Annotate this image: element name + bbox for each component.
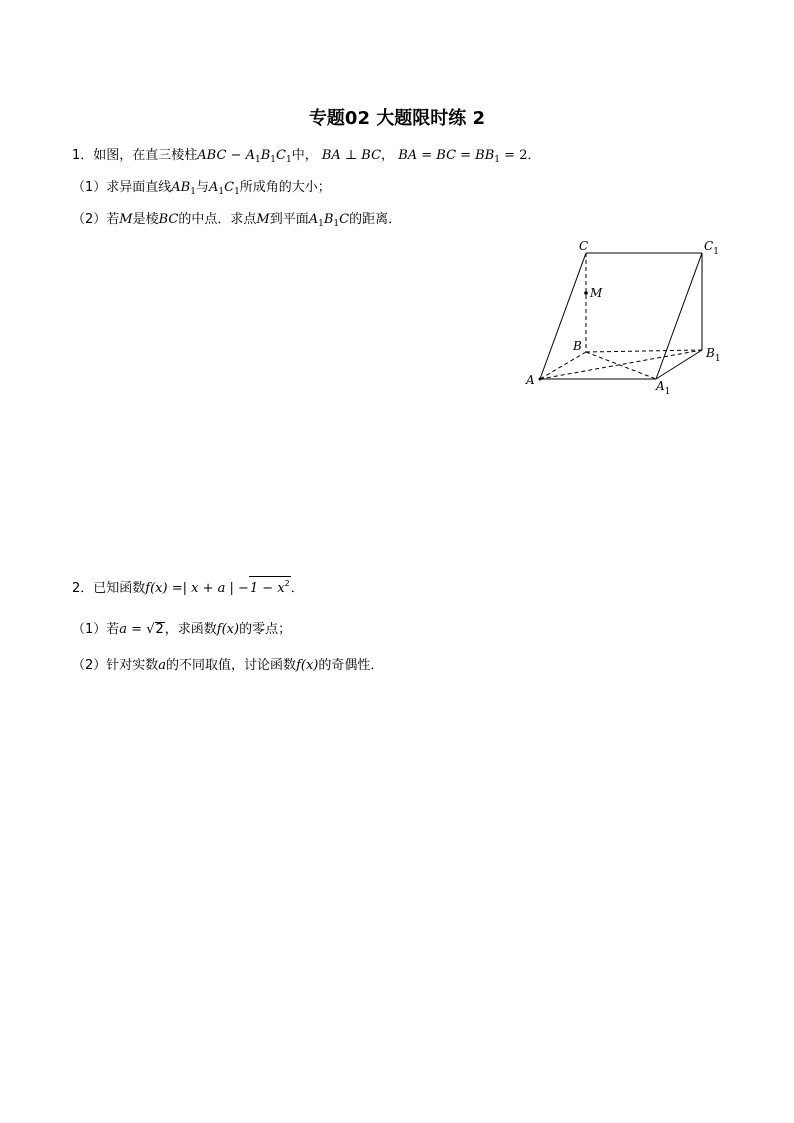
label-c: C [579,239,589,253]
q1-stem-mid: 中， [291,148,318,163]
label-m: M [590,286,603,300]
label-a: A [526,373,535,387]
prism-solid-edges [540,253,702,379]
point-m [584,291,588,295]
edge-c1-a1 [656,253,702,379]
q1-perpendicular: BA ⊥ BC [321,148,382,163]
question-1-part-1: （1）求异面直线$AB_1$与$A_1C_1$所成角的大小； [72,180,331,197]
edge-b-a1 [586,352,656,379]
q1-equal-lengths: BA = BC = $BB_1 = 2$ [398,148,528,165]
prism-hidden-edges [540,253,702,379]
q2-function: f(x) =| x + a | − [145,581,249,596]
edge-b-b1 [586,350,702,352]
point-a [539,378,542,381]
label-b1: $B_1$ [706,346,721,364]
q1-prism-name: ABC − $A_1B_1C_1$ [197,148,292,165]
page-title: 专题02 大题限时练 2 [308,108,486,129]
label-a1: $A_1$ [656,379,671,397]
question-2-part-1: （1）若a = √2，求函数f(x)的零点； [72,622,292,637]
question-2-stem: 2．已知函数f(x) =| x + a | $-1 - x^2$． [72,576,304,596]
edge-a-b1 [540,350,702,379]
edge-c-a [540,253,586,379]
label-b: B [573,339,582,353]
q1-stem-prefix: 1．如图，在直三棱柱 [72,148,198,163]
label-c1: $C_1$ [704,239,719,257]
q2-sqrt-term: $1 - x^2$ [249,576,291,595]
question-1-stem: 1．如图，在直三棱柱ABC − $A_1B_1C_1$中， BA ⊥ BC， BA = BC = $BB_1 = 2$． [72,148,541,165]
question-1-part-2: （2）若M是棱BC的中点．求点M到平面$A_1B_1C$的距离． [72,212,402,229]
question-2-part-2: （2）针对实数a的不同取值，讨论函数f(x)的奇偶性． [72,658,384,673]
